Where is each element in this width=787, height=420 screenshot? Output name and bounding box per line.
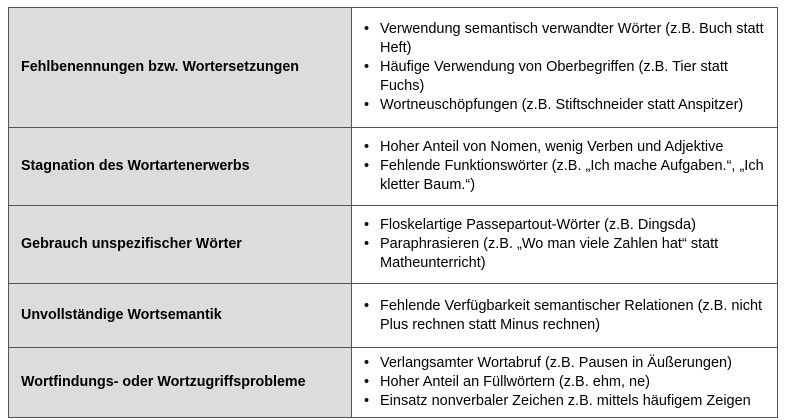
table-row bbox=[9, 348, 778, 418]
list-item: • Häufige Verwendung von Oberbegriffen (z.B. Tier statt Fuchs) bbox=[362, 58, 769, 96]
symptom-list-cell bbox=[352, 8, 778, 128]
list-item: • Einsatz nonverbaler Zeichen z.B. mittels häufigem Zeigen bbox=[362, 392, 769, 411]
category-label: Wortfindungs- oder Wortzugriffsprobleme bbox=[9, 348, 352, 418]
list-item: • Fehlende Funktionswörter (z.B. „Ich mache Aufgaben.“, „Ich kletter Baum.“) bbox=[362, 157, 769, 195]
list-item: • Paraphrasieren (z.B. „Wo man viele Zahlen hat“ statt Matheunterricht) bbox=[362, 235, 769, 273]
category-label: Unvollständige Wortsemantik bbox=[9, 284, 352, 348]
symptom-list bbox=[362, 216, 769, 273]
category-label: Gebrauch unspezifischer Wörter bbox=[9, 206, 352, 284]
symptom-list bbox=[362, 297, 769, 335]
category-label: Fehlbenennungen bzw. Wortersetzungen bbox=[9, 8, 352, 128]
table-body bbox=[9, 8, 778, 418]
table-row bbox=[9, 206, 778, 284]
list-item: • Hoher Anteil an Füllwörtern (z.B. ehm, ne) bbox=[362, 373, 769, 392]
symptom-list bbox=[362, 138, 769, 195]
table-row bbox=[9, 8, 778, 128]
list-item: • Floskelartige Passepartout-Wörter (z.B. Dingsda) bbox=[362, 216, 769, 235]
symptom-list-cell bbox=[352, 128, 778, 206]
list-item: • Verwendung semantisch verwandter Wörter (z.B. Buch statt Heft) bbox=[362, 20, 769, 58]
table-row bbox=[9, 284, 778, 348]
table-row bbox=[9, 128, 778, 206]
category-label: Stagnation des Wortartenerwerbs bbox=[9, 128, 352, 206]
symptom-list-cell bbox=[352, 206, 778, 284]
list-item: • Wortneuschöpfungen (z.B. Stiftschneider statt Anspitzer) bbox=[362, 96, 769, 115]
symptom-list bbox=[362, 354, 769, 411]
list-item: • Fehlende Verfügbarkeit semantischer Relationen (z.B. nicht Plus rechnen statt Minus rechnen) bbox=[362, 297, 769, 335]
symptom-list bbox=[362, 20, 769, 115]
symptom-list-cell bbox=[352, 348, 778, 418]
list-item: • Verlangsamter Wortabruf (z.B. Pausen in Äußerungen) bbox=[362, 354, 769, 373]
list-item: • Hoher Anteil von Nomen, wenig Verben und Adjektive bbox=[362, 138, 769, 157]
symptom-list-cell bbox=[352, 284, 778, 348]
symptom-table bbox=[8, 7, 778, 418]
